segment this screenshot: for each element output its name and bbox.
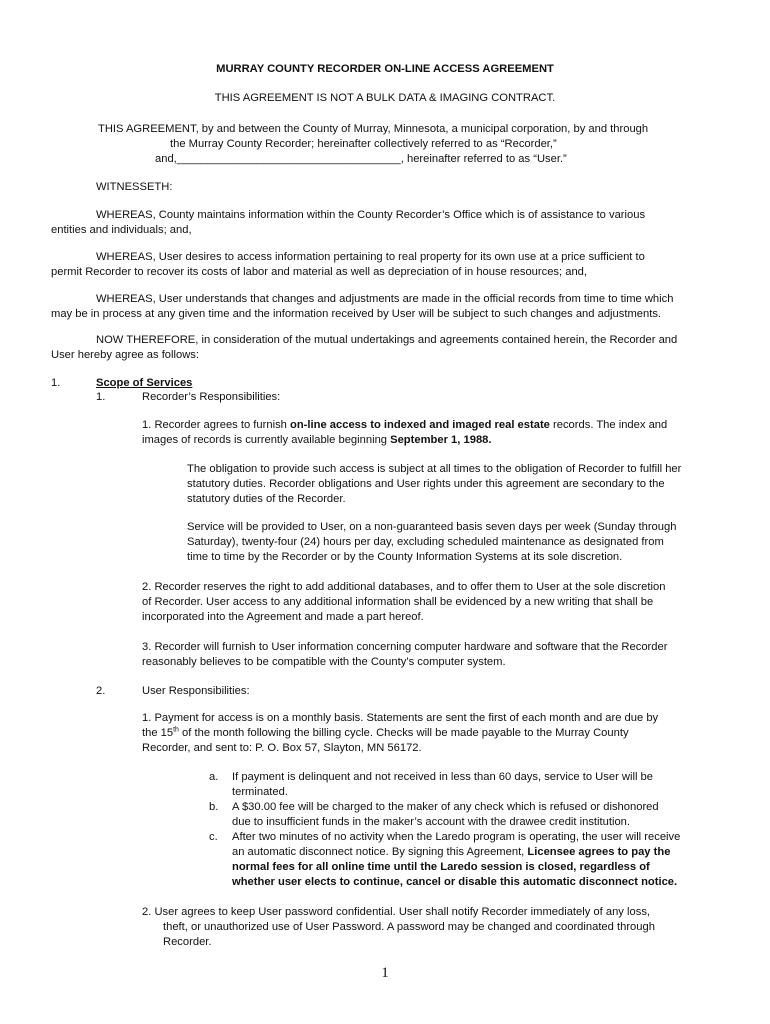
recorder-item-1-line-1 bbox=[142, 418, 667, 433]
user-item-1-line-1: 1. Payment for access is on a monthly basis. Statements are sent the first of each month and are due by bbox=[142, 712, 659, 724]
user-item-2-line-3: Recorder. bbox=[163, 936, 212, 948]
service-line-3: time to time by the Recorder or by the County Information Systems at its sole discretion. bbox=[187, 551, 623, 563]
list-item-b-line-1: A $30.00 fee will be charged to the maker of any check which is refused or dishonored bbox=[232, 801, 659, 813]
now-therefore-rest: User hereby agree as follows: bbox=[51, 349, 199, 361]
document-title: MURRAY COUNTY RECORDER ON-LINE ACCESS AGREEMENT bbox=[216, 63, 554, 75]
recorder-item-1-text: 1. Recorder agrees to furnish bbox=[142, 419, 290, 431]
list-item-b-line-2: due to insufficient funds in the maker’s account with the drawee credit institution. bbox=[232, 816, 631, 828]
obligation-line-3: statutory duties of the Recorder. bbox=[187, 493, 346, 505]
recorder-item-1-text-2: images of records is currently available beginning bbox=[142, 434, 391, 446]
user-item-2-line-1: 2. User agrees to keep User password confidential. User shall notify Recorder immediately of any loss, bbox=[142, 906, 651, 918]
recorder-item-1-date: September 1, 1988. bbox=[390, 434, 492, 446]
subsection-2-title: User Responsibilities: bbox=[142, 685, 250, 697]
list-item-letter: c. bbox=[209, 831, 218, 843]
whereas-2-first-line: WHEREAS, User desires to access information pertaining to real property for its own use at a price sufficient to bbox=[96, 251, 645, 263]
section-1-title: Scope of Services bbox=[96, 377, 193, 389]
ordinal-superscript: th bbox=[173, 726, 179, 734]
list-item-c-line-1: After two minutes of no activity when the Laredo program is operating, the user will receive bbox=[232, 831, 681, 843]
whereas-2-rest: permit Recorder to recover its costs of labor and material as well as depreciation of in house resources; and, bbox=[51, 266, 588, 278]
user-item-1-line-3: Recorder, and sent to: P. O. Box 57, Slayton, MN 56172. bbox=[142, 742, 422, 754]
list-item-letter: b. bbox=[209, 801, 219, 813]
service-line-1: Service will be provided to User, on a non-guaranteed basis seven days per week (Sunday through bbox=[187, 521, 677, 533]
obligation-line-1: The obligation to provide such access is subject at all times to the obligation of Recorder to fulfill her bbox=[187, 463, 682, 475]
recorder-item-1-text-end: records. The index and bbox=[549, 419, 668, 431]
intro-line-2: the Murray County Recorder; hereinafter collectively referred to as “Recorder,” bbox=[170, 138, 557, 150]
intro-line-3: and,____________________________________, hereinafter referred to as “User.” bbox=[155, 153, 567, 165]
list-item-c-line-2 bbox=[232, 845, 670, 860]
recorder-item-3-line-2: reasonably believes to be compatible with the County’s computer system. bbox=[142, 656, 506, 668]
list-item-c-bold: Licensee agrees to pay the bbox=[527, 846, 671, 858]
whereas-3-first-line: WHEREAS, User understands that changes and adjustments are made in the official records from time to time which bbox=[96, 293, 674, 305]
recorder-item-1-bold: on-line access to indexed and imaged real estate bbox=[290, 419, 550, 431]
recorder-item-2-line-2: of Recorder. User access to any additional information shall be evidenced by a new writing that shall be bbox=[142, 596, 654, 608]
list-item-c-text: an automatic disconnect notice. By signing this Agreement, bbox=[232, 846, 528, 858]
list-item-a-line-1: If payment is delinquent and not received in less than 60 days, service to User will be bbox=[232, 771, 654, 783]
whereas-1-rest: entities and individuals; and, bbox=[51, 224, 192, 236]
user-item-2-line-2: theft, or unauthorized use of User Password. A password may be changed and coordinated through bbox=[163, 921, 655, 933]
document-subtitle: THIS AGREEMENT IS NOT A BULK DATA & IMAGING CONTRACT. bbox=[214, 92, 556, 104]
recorder-item-3-line-1: 3. Recorder will furnish to User information concerning computer hardware and software that the Recorder bbox=[142, 641, 668, 653]
list-item-c-line-3: normal fees for all online time until the Laredo session is closed, regardless of bbox=[232, 861, 650, 873]
subsection-2-number: 2. bbox=[96, 685, 106, 697]
user-item-1-text: the 15 bbox=[142, 727, 174, 739]
now-therefore-first-line: NOW THEREFORE, in consideration of the mutual undertakings and agreements contained herein, the Recorder and bbox=[96, 334, 678, 346]
list-item-c-line-4: whether user elects to continue, cancel or disable this automatic disconnect notice. bbox=[232, 876, 678, 888]
recorder-item-1-line-2 bbox=[142, 433, 492, 448]
page-number: 1 bbox=[381, 965, 389, 981]
list-item-letter: a. bbox=[209, 771, 219, 783]
whereas-3-rest: may be in process at any given time and the information received by User will be subject to such changes and adjustments. bbox=[51, 308, 662, 320]
witnesseth-heading: WITNESSETH: bbox=[96, 181, 173, 193]
obligation-line-2: statutory duties. Recorder obligations and User rights under this agreement are secondary to the bbox=[187, 478, 665, 490]
recorder-item-2-line-1: 2. Recorder reserves the right to add additional databases, and to offer them to User at the sole discretion bbox=[142, 581, 666, 593]
intro-line-1: THIS AGREEMENT, by and between the County of Murray, Minnesota, a municipal corporation, by and through bbox=[98, 123, 649, 135]
service-line-2: Saturday), twenty-four (24) hours per day, excluding scheduled maintenance as designated from bbox=[187, 536, 664, 548]
user-item-1-text-end: of the month following the billing cycle. Checks will be made payable to the Murray County bbox=[178, 727, 629, 739]
recorder-item-2-line-3: incorporated into the Agreement and made a part hereof. bbox=[142, 611, 424, 623]
subsection-1-title: Recorder’s Responsibilities: bbox=[142, 391, 281, 403]
list-item-a-line-2: terminated. bbox=[232, 786, 288, 798]
whereas-1-first-line: WHEREAS, County maintains information within the County Recorder’s Office which is of assistance to various bbox=[96, 209, 646, 221]
section-1-number: 1. bbox=[51, 377, 61, 389]
user-item-1-line-2 bbox=[142, 726, 629, 741]
subsection-1-number: 1. bbox=[96, 391, 106, 403]
